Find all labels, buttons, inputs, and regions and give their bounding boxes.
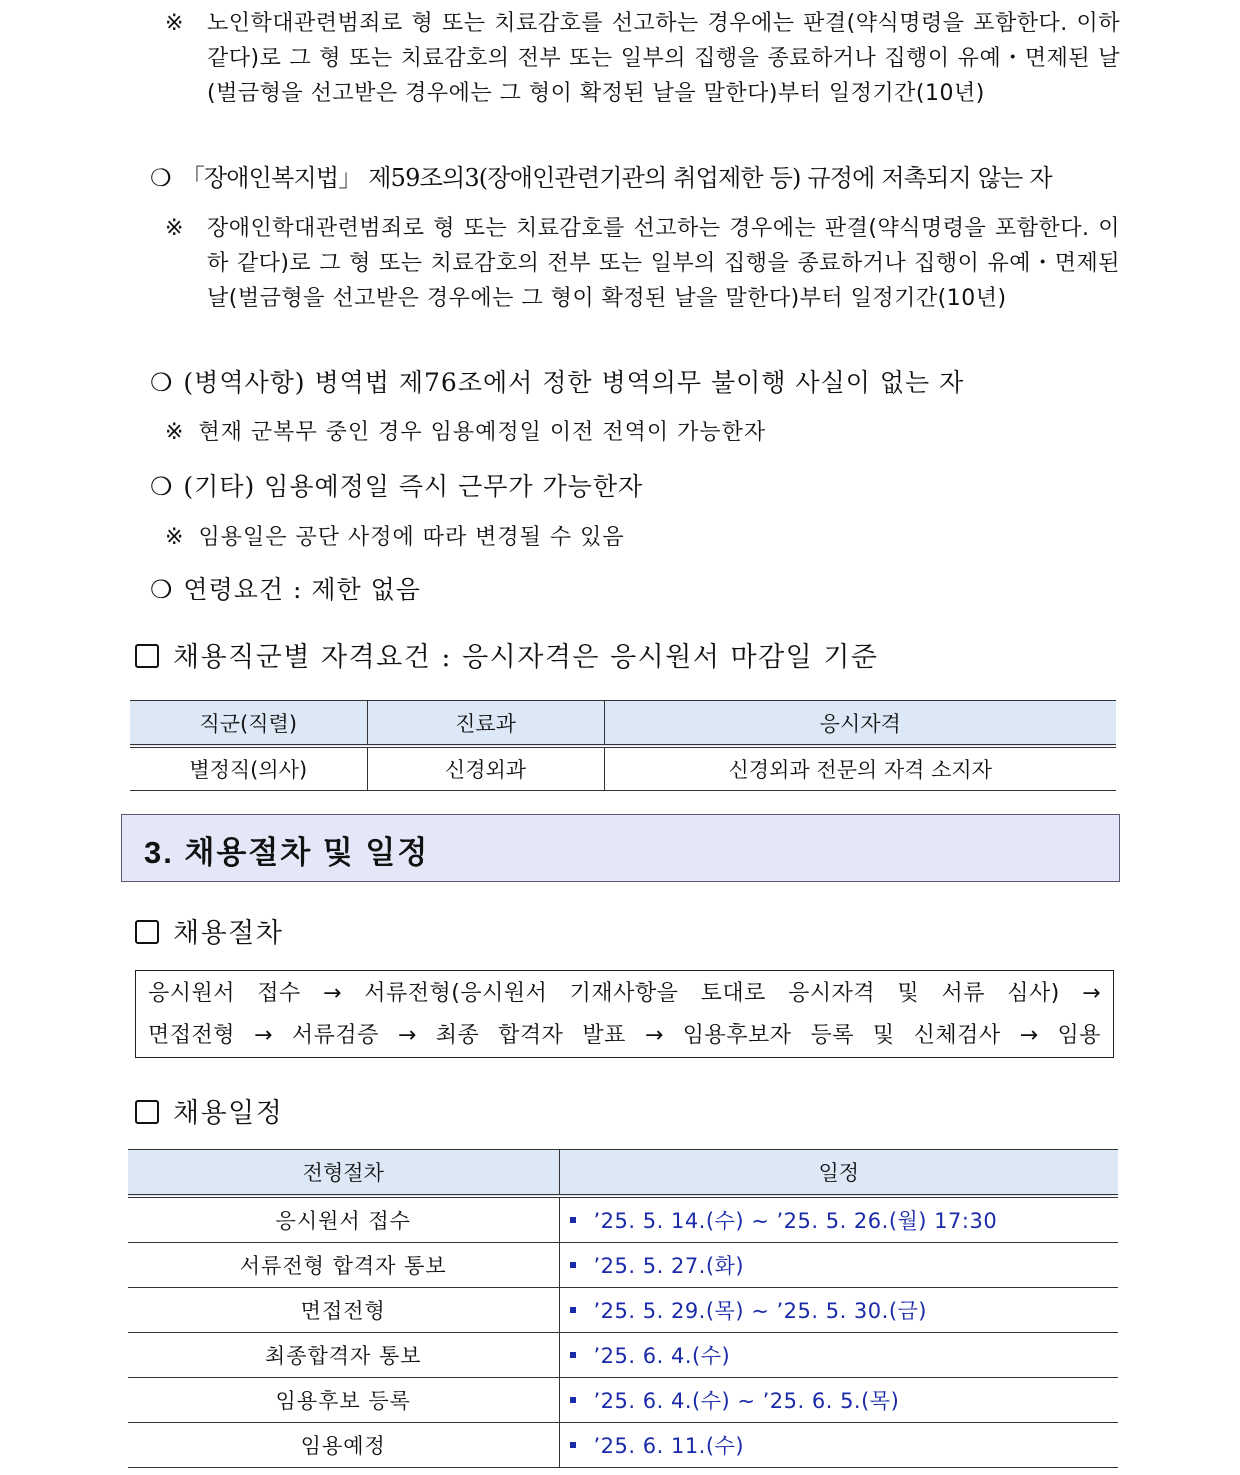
column-header: 직군(직렬) (130, 701, 367, 747)
table-cell: 신경외과 전문의 자격 소지자 (604, 746, 1116, 791)
column-header: 일정 (559, 1150, 1118, 1197)
procedure-line: 면접전형 → 서류검증 → 최종 합격자 발표 → 임용후보자 등록 및 신체검사 → 임용 (148, 1023, 1101, 1048)
table-cell: 별정직(의사) (130, 746, 367, 791)
procedure-box (135, 970, 1114, 1058)
note-text: 노인학대관련범죄로 형 또는 치료감호를 선고하는 경우에는 판결(약식명령을 포함한다. 이하 같다)로 그 형 또는 치료감호의 전부 또는 일부의 집행을 종료하거나 집행이 유예・면제된 날(벌금형을 선고받은 경우에는 그 형이 확정된 날을 말한다)부터 일정기간(10년) (207, 11, 1120, 106)
checkbox-square-icon (135, 1100, 159, 1124)
table-row (128, 1196, 1118, 1243)
column-header: 진료과 (367, 701, 604, 747)
note-appointment-date (165, 520, 625, 555)
schedule-step: 임용후보 등록 (128, 1378, 559, 1423)
qualification-table (130, 700, 1116, 791)
note-text: 장애인학대관련범죄로 형 또는 치료감호를 선고하는 경우에는 판결(약식명령을 포함한다. 이하 같다)로 그 형 또는 치료감호의 전부 또는 일부의 집행을 종료하거나 집행이 유예・면제된 날(벌금형을 선고받은 경우에는 그 형이 확정된 날을 말한다)부터 일정기간(10년) (207, 216, 1120, 311)
square-bullet-icon (570, 1307, 576, 1313)
table-row (128, 1333, 1118, 1378)
column-header: 응시자격 (604, 701, 1116, 747)
square-bullet-icon (570, 1217, 576, 1223)
schedule-date: ’25. 6. 11.(수) (593, 1434, 745, 1458)
circle-bullet-icon: ❍ (150, 368, 174, 397)
table-header-row (128, 1150, 1118, 1197)
square-bullet-icon (570, 1262, 576, 1268)
table-row (128, 1288, 1118, 1333)
table-row (128, 1378, 1118, 1423)
note-elder-abuse (165, 6, 1120, 111)
section-title-bar (121, 814, 1120, 882)
schedule-table (128, 1149, 1118, 1468)
table-row (128, 1423, 1118, 1468)
schedule-step: 최종합격자 통보 (128, 1333, 559, 1378)
note-text: 현재 군복무 중인 경우 임용예정일 이전 전역이 가능한자 (198, 420, 767, 445)
bullet-text: 「장애인복지법」 제59조의3(장애인관련기관의 취업제한 등) 규정에 저촉되지 않는 자 (180, 164, 1052, 192)
checkbox-square-icon (135, 920, 159, 944)
heading-text: 채용일정 (173, 1098, 284, 1129)
schedule-date: ’25. 6. 4.(수) (593, 1344, 731, 1368)
schedule-step: 응시원서 접수 (128, 1196, 559, 1243)
circle-bullet-icon: ❍ (150, 575, 174, 604)
reference-mark: ※ (165, 11, 184, 36)
schedule-heading (135, 1092, 283, 1136)
heading-text: 채용절차 (173, 918, 284, 949)
schedule-date-cell (559, 1243, 1118, 1288)
note-military (165, 415, 766, 450)
checkbox-square-icon (135, 644, 159, 668)
bullet-text: (병역사항) 병역법 제76조에서 정한 병역의무 불이행 사실이 없는 자 (183, 368, 965, 397)
bullet-other (150, 467, 643, 507)
square-bullet-icon (570, 1442, 576, 1448)
schedule-date: ’25. 5. 29.(목) ∼ ’25. 5. 30.(금) (593, 1299, 928, 1323)
reference-mark: ※ (165, 216, 184, 241)
square-bullet-icon (570, 1397, 576, 1403)
bullet-text: (기타) 임용예정일 즉시 근무가 가능한자 (183, 472, 644, 501)
schedule-date-cell (559, 1196, 1118, 1243)
table-cell: 신경외과 (367, 746, 604, 791)
reference-mark: ※ (165, 420, 185, 445)
bullet-age (150, 570, 421, 610)
procedure-line: 응시원서 접수 → 서류전형(응시원서 기재사항을 토대로 응시자격 및 서류 심사) → (148, 981, 1101, 1006)
bullet-military (150, 363, 964, 403)
schedule-step: 면접전형 (128, 1288, 559, 1333)
bullet-text: 연령요건 : 제한 없음 (183, 575, 421, 604)
schedule-date-cell (559, 1288, 1118, 1333)
bullet-disability-act (150, 158, 1052, 198)
schedule-date-cell (559, 1333, 1118, 1378)
table-row (128, 1243, 1118, 1288)
schedule-step: 임용예정 (128, 1423, 559, 1468)
procedure-heading (135, 912, 283, 956)
note-text: 임용일은 공단 사정에 따라 변경될 수 있음 (198, 525, 625, 550)
schedule-date-cell (559, 1423, 1118, 1468)
schedule-step: 서류전형 합격자 통보 (128, 1243, 559, 1288)
column-header: 전형절차 (128, 1150, 559, 1197)
table-row (130, 746, 1116, 791)
circle-bullet-icon: ❍ (150, 472, 174, 501)
schedule-date: ’25. 5. 27.(화) (593, 1254, 745, 1278)
heading-text: 채용직군별 자격요건 : 응시자격은 응시원서 마감일 기준 (173, 642, 879, 673)
qualification-heading (135, 636, 878, 680)
note-disability-abuse (165, 211, 1120, 316)
square-bullet-icon (570, 1352, 576, 1358)
section-title: 3. 채용절차 및 일정 (144, 835, 430, 870)
table-header-row (130, 701, 1116, 747)
circle-bullet-icon: ❍ (150, 164, 171, 192)
schedule-date: ’25. 6. 4.(수) ∼ ’25. 6. 5.(목) (593, 1389, 900, 1413)
reference-mark: ※ (165, 525, 185, 550)
schedule-date: ’25. 5. 14.(수) ∼ ’25. 5. 26.(월) 17:30 (593, 1209, 998, 1233)
schedule-date-cell (559, 1378, 1118, 1423)
